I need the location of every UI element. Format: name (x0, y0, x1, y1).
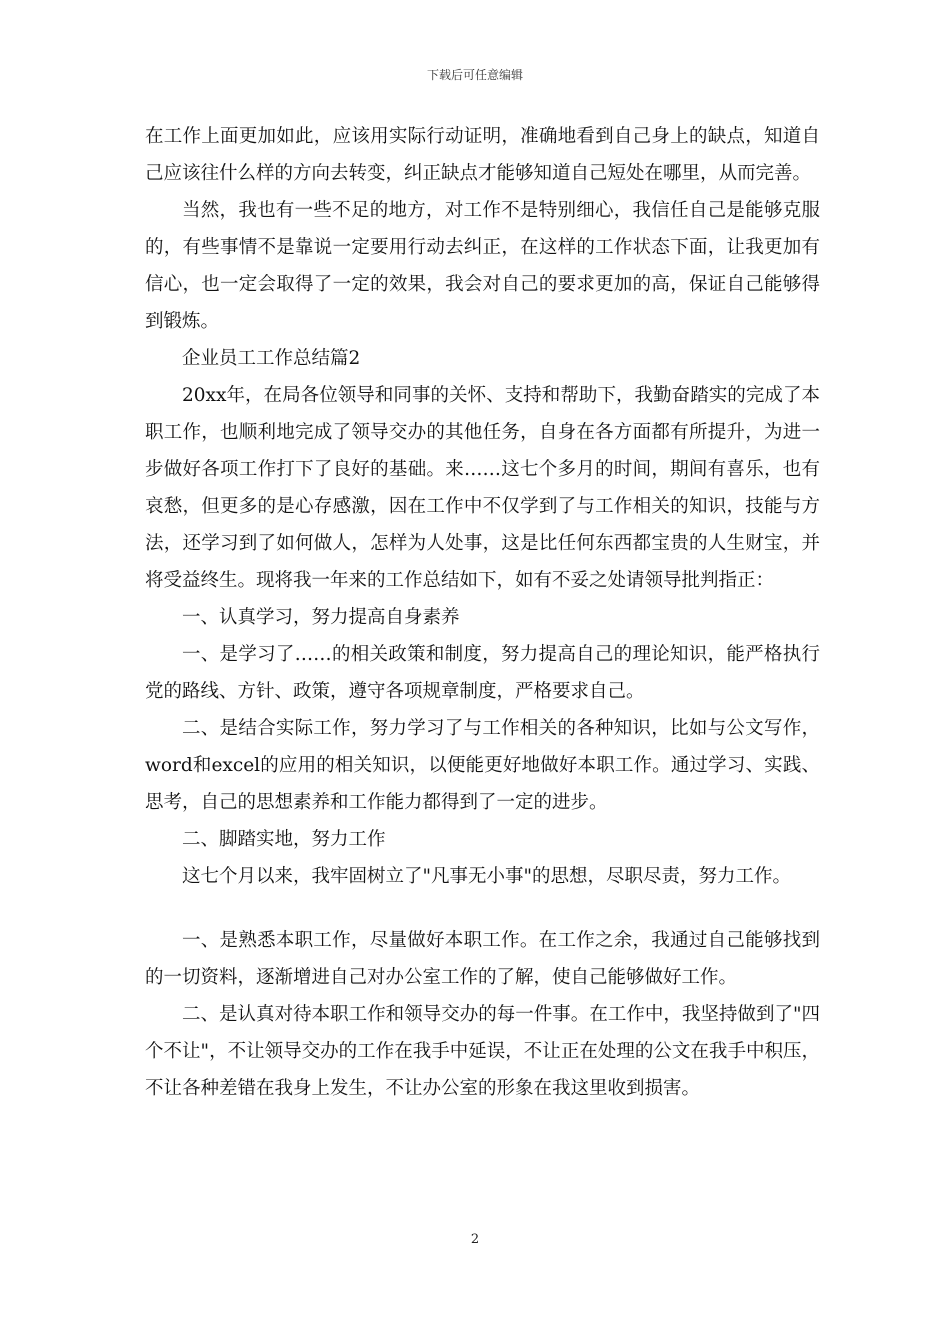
page-header-note: 下载后可任意编辑 (426, 68, 523, 82)
page-number: 2 (470, 1232, 480, 1247)
heading-study: 一、认真学习，努力提高自身素养 (182, 607, 460, 628)
paragraph-study-2: 二、是结合实际工作，努力学习了与工作相关的各种知识，比如与公文写作，word和excel的应用的相关知识，以便能更好地做好本职工作。通过学习、实践、思考，自己的思想素养和工作能力都得到了一定的进步。 (145, 718, 820, 813)
paragraph-work-1: 一、是熟悉本职工作，尽量做好本职工作。在工作之余，我通过自己能够找到的一切资料，逐渐增进自己对办公室工作的了解，使自己能够做好工作。 (145, 930, 820, 988)
section-title: 企业员工工作总结篇2 (182, 348, 361, 369)
paragraph-intro: 20xx年，在局各位领导和同事的关怀、支持和帮助下，我勤奋踏实的完成了本职工作，也顺利地完成了领导交办的其他任务，自身在各方面都有所提升，为进一步做好各项工作打下了良好的基础。来……这七个多月的时间，期间有喜乐，也有哀愁，但更多的是心存感激，因在工作中不仅学到了与工作相关的知识，技能与方法，还学习到了如何做人，怎样为人处事，这是比任何东西都宝贵的人生财宝，并将受益终生。现将我一年来的工作总结如下，如有不妥之处请领导批判指正： (145, 385, 820, 591)
paragraph-work-2: 二、是认真对待本职工作和领导交办的每一件事。在工作中，我坚持做到了"四个不让"，不让领导交办的工作在我手中延误，不让正在处理的公文在我手中积压，不让各种差错在我身上发生，不让办公室的形象在我这里收到损害。 (145, 1004, 820, 1099)
paragraph-spacer (145, 895, 820, 922)
document-body (145, 118, 820, 1107)
heading-work: 二、脚踏实地，努力工作 (182, 829, 386, 850)
paragraph-continuation: 在工作上面更加如此，应该用实际行动证明，准确地看到自己身上的缺点，知道自己应该往什么样的方向去转变，纠正缺点才能够知道自己短处在哪里，从而完善。 (145, 126, 820, 184)
paragraph-study-1: 一、是学习了……的相关政策和制度，努力提高自己的理论知识，能严格执行党的路线、方针、政策，遵守各项规章制度，严格要求自己。 (145, 644, 820, 702)
paragraph-shortcomings: 当然，我也有一些不足的地方，对工作不是特别细心，我信任自己是能够克服的，有些事情不是靠说一定要用行动去纠正，在这样的工作状态下面，让我更加有信心，也一定会取得了一定的效果，我会对自己的要求更加的高，保证自己能够得到锻炼。 (145, 200, 820, 332)
paragraph-work-intro: 这七个月以来，我牢固树立了"凡事无小事"的思想，尽职尽责，努力工作。 (182, 866, 792, 887)
